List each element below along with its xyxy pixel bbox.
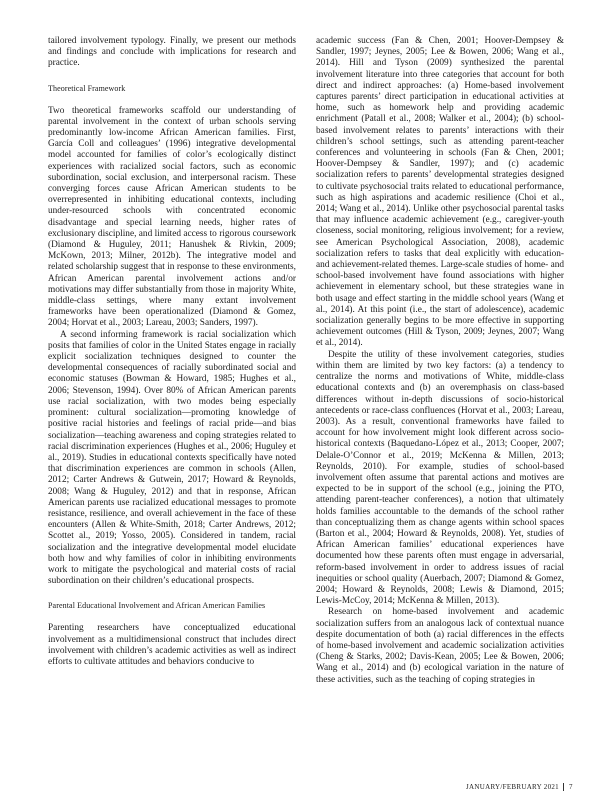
- footer-divider: [563, 783, 564, 791]
- section-heading-parental-involvement: Parental Educational Involvement and African American Families: [48, 601, 266, 611]
- body-paragraph: Research on home-based involvement and academic socialization suffers from an analogous lack of contextual nuance despite documentation of both (a) racial differences in the effects of home-based involvement and academic socialization activities (Cheng & Starks, 2002; Davis-Kean, 2005; Lee & Bowen, 2006; Wang et al., 2014) and (b) ecological variation in the nature of these activities, such as the teaching of coping strategies in: [316, 607, 564, 685]
- journal-issue-label: JANUARY/FEBRUARY 2021: [466, 783, 559, 791]
- body-paragraph: Despite the utility of these involvement categories, studies within them are limited by two key factors: (a) a tendency to centralize the norms and motivations of White, middle-class educational contexts and (b) an overemphasis on class-based differences without in-depth discussions of socio-historical antecedents or race-class confluences (Horvat et al., 2003; Lareau, 2003). As a result, conventional frameworks have failed to account for how involvement might look different across socio-historical contexts (Baquedano-López et al., 2013; Cooper, 2007; Delale-O’Connor et al., 2019; McKenna & Millen, 2013; Reynolds, 2010). For example, studies of school-based involvement often assume that parental actions and motives are expected to be in support of the school (e.g., joining the PTO, attending parent-teacher conferences), a notion that ultimately holds families accountable to the demands of the school rather than conceptualizing them as change agents within school spaces (Barton et al., 2004; Howard & Reynolds, 2008). Yet, studies of African American families’ educational experiences have documented how these parents often must engage in adversarial, reform-based involvement in order to address issues of racial inequities or school quality (Auerbach, 2007; Diamond & Gomez, 2004; Howard & Reynolds, 2008; Lewis & Diamond, 2015; Lewis-McCoy, 2014; McKenna & Millen, 2013).: [316, 349, 564, 607]
- page-footer: [466, 783, 573, 791]
- body-paragraph: A second informing framework is racial socialization which posits that families of color in the United States engage in racially explicit socialization techniques designed to counter the developmental consequences of racially subordinated social and economic statuses (Bowman & Howard, 1985; Hughes et al., 2006; Stevenson, 1994). Over 80% of African American parents use racial socialization, with two modes being especially prominent: cultural socialization—promoting knowledge of positive racial histories and feelings of racial pride—and bias socialization—teaching awareness and coping strategies related to racial discrimination experiences (Hughes et al., 2006; Huguley et al., 2019). Studies in educational contexts specifically have noted that discrimination experiences are common in schools (Allen, 2012; Carter Andrews & Gutwein, 2017; Howard & Reynolds, 2008; Wang & Huguley, 2012) and that in response, African American parents use racialized educational messages to promote resistance, resilience, and overall achievement in the face of these encounters (Allen & White-Smith, 2018; Carter Andrews, 2012; Scottet al., 2019; Yosso, 2005). Considered in tandem, racial socialization and the integrative developmental model elucidate both how and why families of color in inhibiting environments work to mitigate the psychological and material costs of racial subordination on their children’s educational prospects.: [48, 329, 296, 587]
- body-paragraph: Parenting researchers have conceptualized educational involvement as a multidimensional construct that includes direct involvement with children’s academic activities as well as indirect efforts to cultivate attitudes and behaviors conducive to: [48, 623, 296, 667]
- body-paragraph: Two theoretical frameworks scaffold our understanding of parental involvement in the context of urban schools serving predominantly low-income African American families. First, García Coll and colleagues’ (1996) integrative developmental model accounted for families of color’s ecologically distinct experiences with racialized social factors, such as economic subordination, social exclusion, and interpersonal racism. These converging forces cause African American students to be overrepresented in inhibiting educational contexts, including under-resourced schools with concentrated economic disadvantage and special learning needs, higher rates of exclusionary discipline, and limited access to rigorous coursework (Diamond & Huguley, 2011; Hanushek & Rivkin, 2009; McKown, 2013; Milner, 2012b). The integrative model and related scholarship suggest that in response to these environments, African American parental involvement actions and/or motivations may differ substantially from those in majority White, middle-class settings, where many extant involvement frameworks have been operationalized (Diamond & Gomez, 2004; Horvat et al., 2003; Lareau, 2003; Sanders, 1997).: [48, 105, 296, 329]
- left-column: [48, 36, 296, 668]
- page-number: 7: [568, 783, 573, 791]
- body-paragraph: academic success (Fan & Chen, 2001; Hoover-Dempsey & Sandler, 1997; Jeynes, 2005; Lee & Bowen, 2006; Wang et al., 2014). Hill and Tyson (2009) synthesized the parental involvement literature into three categories that account for both direct and indirect approaches: (a) Home-based involvement captures parents’ direct participation in educational activities at home, such as homework help and providing academic enrichment (Patall et al., 2008; Walker et al., 2004); (b) school-based involvement relates to parents’ interactions with their children’s school settings, such as attending parent-teacher conferences and volunteering in schools (Fan & Chen, 2001; Hoover-Dempsey & Sandler, 1997); and (c) academic socialization refers to parents’ developmental strategies designed to cultivate psychosocial traits related to educational performance, such as high aspirations and academic resilience (Choi et al., 2014; Wang et al., 2014). Unlike other psychosocial parental tasks that may influence academic achievement (e.g., caregiver-youth closeness, social monitoring, religious involvement; for a review, see American Psychological Association, 2008), academic socialization refers to tasks that deal explicitly with education- and achievement-related themes. Large-scale studies of home- and school-based involvement have found associations with higher achievement in elementary school, but these strategies wane in both usage and effect starting in the middle school years (Wang et al., 2014). At this point (i.e., the start of adolescence), academic socialization generally begins to be more effective in supporting achievement outcomes (Hill & Tyson, 2009; Jeynes, 2007; Wang et al., 2014).: [316, 36, 564, 349]
- section-heading-theoretical-framework: Theoretical Framework: [48, 83, 126, 93]
- intro-paragraph: tailored involvement typology. Finally, we present our methods and findings and conclude with implications for research and practice.: [48, 36, 296, 69]
- right-column: [316, 36, 564, 686]
